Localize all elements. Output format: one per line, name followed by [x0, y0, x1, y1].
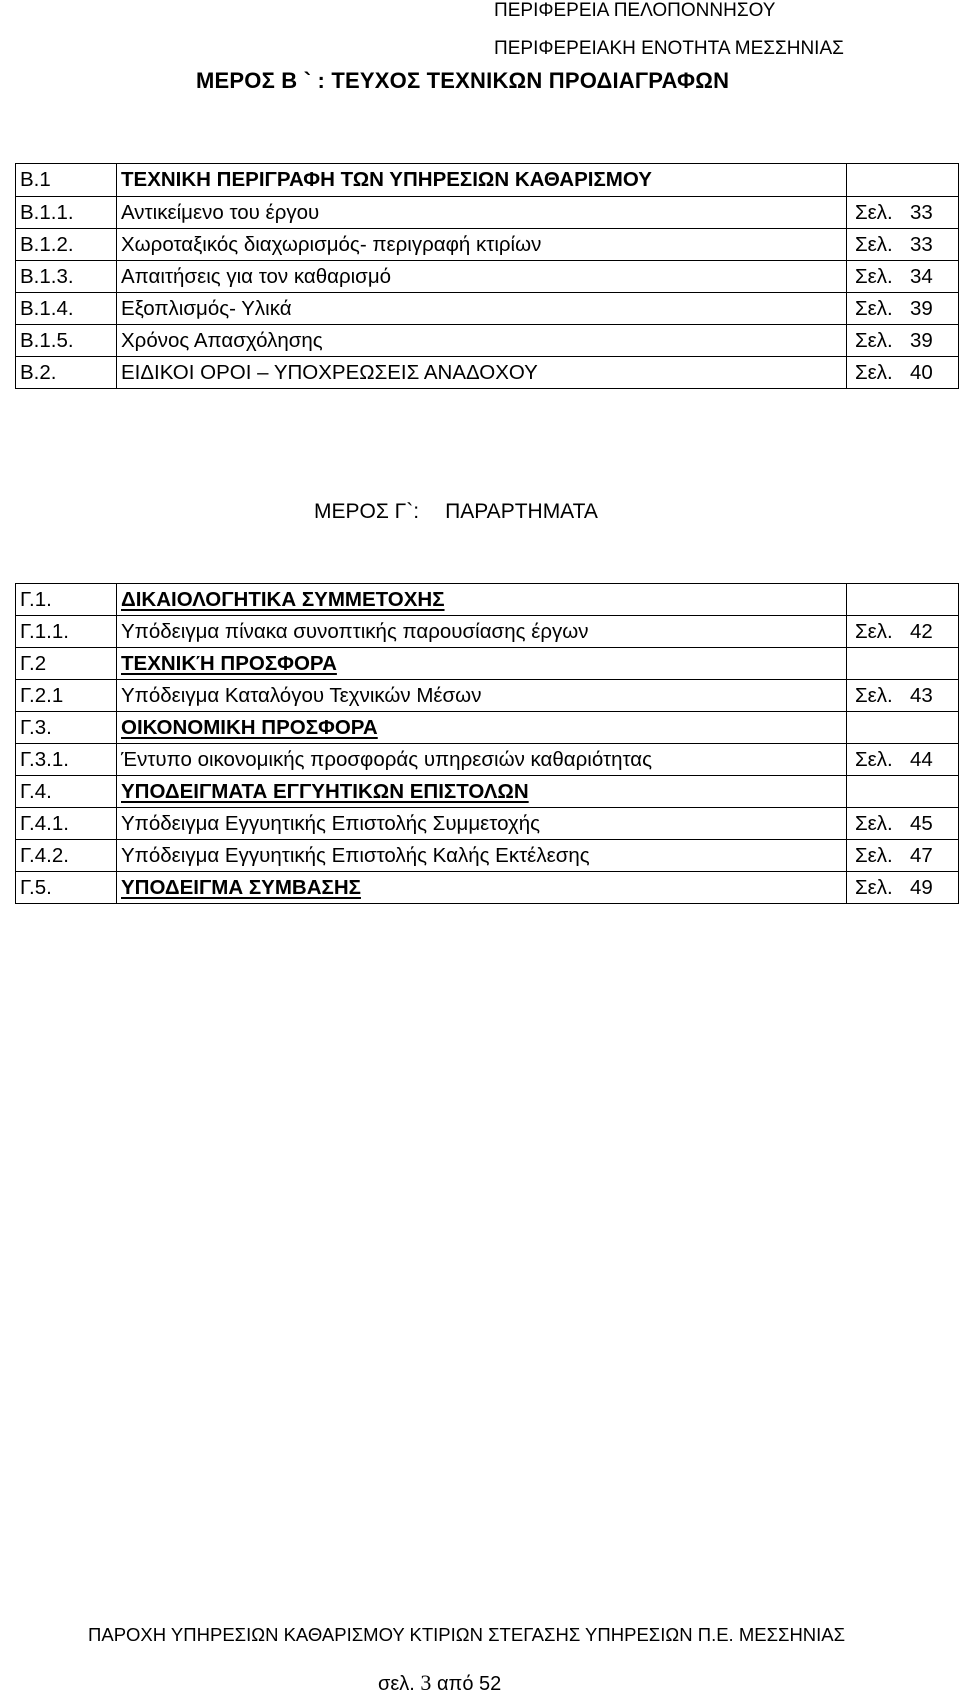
toc-page-label: Σελ.	[855, 683, 893, 707]
toc-entry-title-text: Εξοπλισμός- Υλικά	[121, 296, 292, 320]
toc-entry-title	[117, 808, 847, 840]
toc-row	[16, 872, 959, 904]
part-c-title	[314, 500, 598, 524]
toc-row	[16, 616, 959, 648]
toc-row	[16, 648, 959, 680]
toc-page-label: Σελ.	[855, 200, 893, 224]
toc-row	[16, 808, 959, 840]
toc-entry-title-text: ΤΕΧΝΙΚΉ ΠΡΟΣΦΟΡΑ	[121, 651, 337, 675]
toc-entry-title-text: Χρόνος Απασχόλησης	[121, 328, 323, 352]
toc-entry-page	[847, 808, 959, 840]
toc-page-label: Σελ.	[855, 619, 893, 643]
toc-entry-title-text: Χωροταξικός διαχωρισμός- περιγραφή κτιρίων	[121, 232, 542, 256]
toc-entry-number: Β.1	[16, 164, 117, 197]
toc-row	[16, 229, 959, 261]
toc-entry-title	[117, 648, 847, 680]
toc-entry-title-text: ΥΠΟΔΕΙΓΜΑ ΣΥΜΒΑΣΗΣ	[121, 875, 361, 899]
toc-page-value: 33	[909, 232, 933, 256]
toc-entry-title-text: Υπόδειγμα Εγγυητικής Επιστολής Συμμετοχής	[121, 811, 541, 835]
toc-row	[16, 584, 959, 616]
toc-entry-title-text: Υπόδειγμα πίνακα συνοπτικής παρουσίασης έργων	[121, 619, 589, 643]
toc-entry-number: Γ.4.2.	[16, 840, 117, 872]
toc-page-value: 42	[909, 619, 933, 643]
page-total: 52	[479, 1673, 502, 1695]
toc-entry-page	[847, 840, 959, 872]
toc-entry-page	[847, 584, 959, 616]
toc-entry-number: Γ.5.	[16, 872, 117, 904]
toc-entry-page	[847, 648, 959, 680]
toc-page-value: 39	[909, 328, 933, 352]
toc-row	[16, 197, 959, 229]
page-current: 3	[420, 1670, 432, 1695]
page-prefix: σελ.	[378, 1673, 415, 1695]
toc-entry-page	[847, 712, 959, 744]
toc-page-label: Σελ.	[855, 875, 893, 899]
toc-entry-number: Γ.1.1.	[16, 616, 117, 648]
toc-page-label: Σελ.	[855, 328, 893, 352]
toc-page-value: 49	[909, 875, 933, 899]
toc-page-label: Σελ.	[855, 232, 893, 256]
toc-entry-page	[847, 680, 959, 712]
toc-entry-page	[847, 197, 959, 229]
part-c-subtitle: ΠΑΡΑΡΤΗΜΑΤΑ	[445, 500, 598, 523]
toc-entry-page	[847, 261, 959, 293]
toc-entry-title	[117, 616, 847, 648]
toc-page-label: Σελ.	[855, 296, 893, 320]
toc-entry-number: Β.1.3.	[16, 261, 117, 293]
toc-entry-number: Γ.3.	[16, 712, 117, 744]
toc-part-b	[15, 163, 959, 389]
toc-entry-number: Γ.4.	[16, 776, 117, 808]
toc-page-value: 44	[909, 747, 933, 771]
toc-entry-number: Γ.4.1.	[16, 808, 117, 840]
toc-page-label: Σελ.	[855, 843, 893, 867]
toc-page-label: Σελ.	[855, 360, 893, 384]
toc-page-value: 40	[909, 360, 933, 384]
toc-entry-title-text: Απαιτήσεις για τον καθαρισμό	[121, 264, 392, 288]
toc-page-label: Σελ.	[855, 811, 893, 835]
toc-row	[16, 744, 959, 776]
toc-entry-number: Β.1.5.	[16, 325, 117, 357]
toc-entry-page	[847, 744, 959, 776]
toc-entry-page	[847, 164, 959, 197]
toc-entry-title	[117, 840, 847, 872]
toc-row	[16, 261, 959, 293]
toc-row	[16, 680, 959, 712]
toc-row	[16, 776, 959, 808]
toc-entry-title	[117, 872, 847, 904]
toc-page-value: 47	[909, 843, 933, 867]
toc-page-value: 43	[909, 683, 933, 707]
part-b-title: ΜΕΡΟΣ Β ` : ΤΕΥΧΟΣ ΤΕΧΝΙΚΩΝ ΠΡΟΔΙΑΓΡΑΦΩΝ	[196, 68, 730, 93]
toc-page-value: 34	[909, 264, 933, 288]
toc-entry-page	[847, 229, 959, 261]
toc-entry-title	[117, 197, 847, 229]
toc-entry-title-text: Αντικείμενο του έργου	[121, 200, 320, 224]
toc-entry-number: Β.1.2.	[16, 229, 117, 261]
toc-entry-number: Γ.2.1	[16, 680, 117, 712]
toc-entry-title-text: ΕΙΔΙΚΟΙ ΟΡΟΙ – ΥΠΟΧΡΕΩΣΕΙΣ ΑΝΑΔΟΧΟΥ	[121, 360, 538, 384]
page-separator: από	[436, 1673, 474, 1695]
toc-page-value: 33	[909, 200, 933, 224]
toc-entry-title	[117, 712, 847, 744]
page-number	[378, 1670, 501, 1696]
toc-page-value: 39	[909, 296, 933, 320]
toc-entry-number: Β.1.1.	[16, 197, 117, 229]
toc-entry-title	[117, 357, 847, 389]
toc-entry-title-text: ΔΙΚΑΙΟΛΟΓΗΤΙΚΑ ΣΥΜΜΕΤΟΧΗΣ	[121, 587, 445, 611]
toc-entry-title	[117, 584, 847, 616]
toc-entry-page	[847, 293, 959, 325]
toc-entry-title-text: ΤΕΧΝΙΚΗ ΠΕΡΙΓΡΑΦΗ ΤΩΝ ΥΠΗΡΕΣΙΩΝ ΚΑΘΑΡΙΣΜΟΥ	[121, 168, 652, 191]
toc-row	[16, 840, 959, 872]
toc-entry-title-text: ΟΙΚΟΝΟΜΙΚΗ ΠΡΟΣΦΟΡΑ	[121, 715, 378, 739]
toc-entry-page	[847, 616, 959, 648]
toc-entry-number: Β.2.	[16, 357, 117, 389]
toc-row	[16, 325, 959, 357]
toc-entry-number: Β.1.4.	[16, 293, 117, 325]
toc-row	[16, 357, 959, 389]
toc-page-value: 45	[909, 811, 933, 835]
toc-entry-number: Γ.3.1.	[16, 744, 117, 776]
toc-entry-page	[847, 776, 959, 808]
toc-page-label: Σελ.	[855, 264, 893, 288]
toc-entry-title	[117, 325, 847, 357]
toc-entry-title	[117, 293, 847, 325]
toc-entry-page	[847, 357, 959, 389]
toc-entry-title	[117, 776, 847, 808]
toc-row	[16, 712, 959, 744]
toc-entry-title	[117, 680, 847, 712]
toc-entry-title-text: Έντυπο οικονομικής προσφοράς υπηρεσιών καθαριότητας	[121, 747, 653, 771]
footer-text: ΠΑΡΟΧΗ ΥΠΗΡΕΣΙΩΝ ΚΑΘΑΡΙΣΜΟΥ ΚΤΙΡΙΩΝ ΣΤΕΓΑΣΗΣ ΥΠΗΡΕΣΙΩΝ Π.Ε. ΜΕΣΣΗΝΙΑΣ	[88, 1624, 846, 1645]
region-header: ΠΕΡΙΦΕΡΕΙΑ ΠΕΛΟΠΟΝΝΗΣΟΥ	[494, 0, 776, 21]
toc-page-label: Σελ.	[855, 747, 893, 771]
part-c-label: ΜΕΡΟΣ Γ`:	[314, 500, 420, 523]
toc-entry-page	[847, 872, 959, 904]
toc-part-c	[15, 583, 959, 904]
toc-entry-page	[847, 325, 959, 357]
toc-entry-title	[117, 744, 847, 776]
toc-entry-title-text: Υπόδειγμα Εγγυητικής Επιστολής Καλής Εκτέλεσης	[121, 843, 590, 867]
toc-entry-title	[117, 229, 847, 261]
toc-entry-title	[117, 164, 847, 197]
toc-entry-title	[117, 261, 847, 293]
toc-entry-number: Γ.2	[16, 648, 117, 680]
toc-entry-title-text: Υπόδειγμα Καταλόγου Τεχνικών Μέσων	[121, 683, 482, 707]
unit-header: ΠΕΡΙΦΕΡΕΙΑΚΗ ΕΝΟΤΗΤΑ ΜΕΣΣΗΝΙΑΣ	[494, 38, 844, 59]
toc-entry-number: Γ.1.	[16, 584, 117, 616]
toc-row	[16, 293, 959, 325]
toc-row	[16, 164, 959, 197]
toc-entry-title-text: ΥΠΟΔΕΙΓΜΑΤΑ ΕΓΓΥΗΤΙΚΩΝ ΕΠΙΣΤΟΛΩΝ	[121, 779, 529, 803]
